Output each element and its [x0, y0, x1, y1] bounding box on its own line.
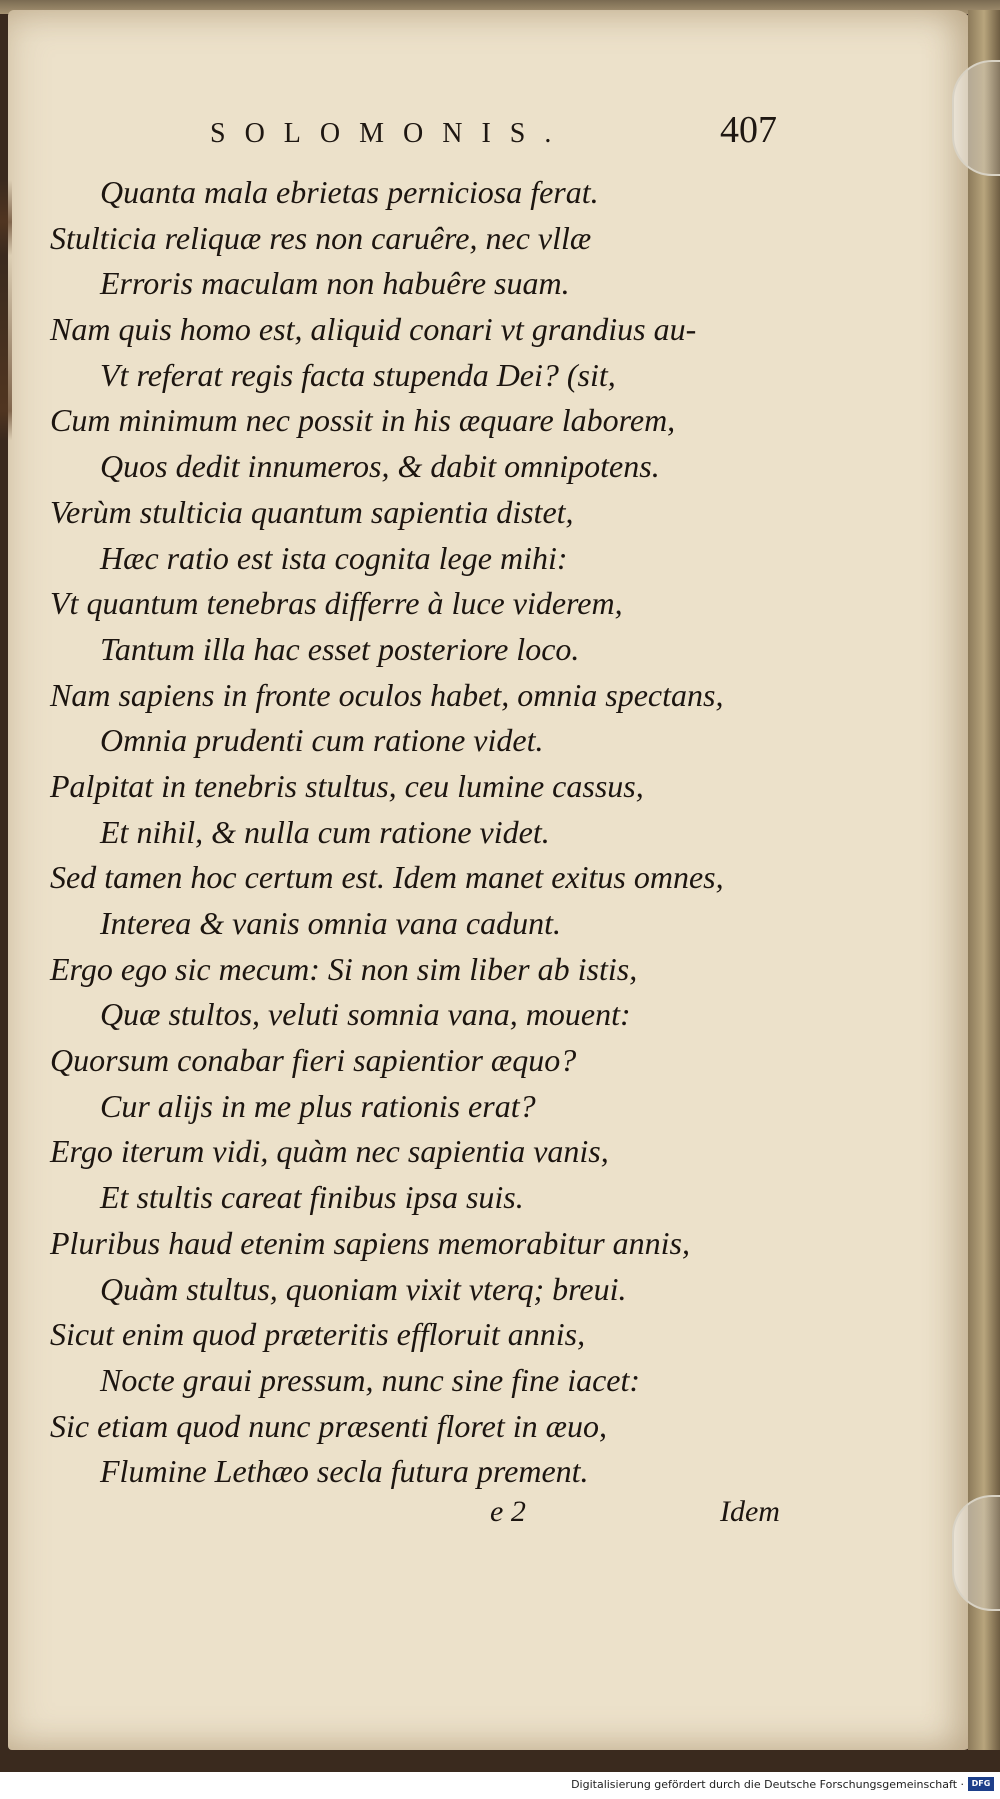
verse-line: Vt referat regis facta stupenda Dei? (sit,: [100, 356, 616, 393]
verse-line: Tantum illa hac esset posteriore loco.: [100, 630, 580, 667]
verse-line: Hæc ratio est ista cognita lege mihi:: [100, 539, 568, 576]
verse-line: Vt quantum tenebras differre à luce viderem,: [50, 585, 623, 622]
verse-line: Interea & vanis omnia vana cadunt.: [100, 905, 561, 941]
signature-mark: e 2: [490, 1495, 526, 1528]
verse-line: Nam quis homo est, aliquid conari vt grandius au-: [50, 311, 697, 348]
verse-line: Nam sapiens in fronte oculos habet, omnia spectans,: [50, 676, 724, 713]
verse-line: Sed tamen hoc certum est. Idem manet exitus omnes,: [50, 859, 724, 896]
verse-text-block: [50, 170, 840, 1495]
verse-line: Quàm stultus, quoniam vixit vterq; breui.: [100, 1270, 627, 1307]
top-clasp-icon: [952, 60, 1000, 176]
page-fore-edge: [968, 10, 1000, 1750]
verse-line: Quos dedit innumeros, & dabit omnipotens.: [100, 448, 660, 485]
verse-line: Cum minimum nec possit in his æquare laborem,: [50, 402, 676, 439]
binding-marks: [0, 180, 12, 600]
running-title: SOLOMONIS.: [210, 118, 571, 149]
verse-line: Erroris maculam non habuêre suam.: [100, 265, 570, 302]
verse-line: Ergo ego sic mecum: Si non sim liber ab istis,: [50, 950, 638, 987]
dfg-logo-icon: DFG: [968, 1777, 994, 1791]
verse-line: Quanta mala ebrietas perniciosa ferat.: [100, 174, 599, 210]
bottom-clasp-icon: [952, 1495, 1000, 1611]
digitization-footer: [0, 1772, 1000, 1799]
verse-line: Et stultis careat finibus ipsa suis.: [100, 1179, 524, 1216]
verse-line: Sicut enim quod præteritis effloruit annis,: [50, 1316, 586, 1353]
verse-line: Pluribus haud etenim sapiens memorabitur annis,: [50, 1224, 690, 1261]
verse-line: Omnia prudenti cum ratione videt.: [100, 722, 544, 759]
verse-line: Et nihil, & nulla cum ratione videt.: [100, 813, 550, 850]
verse-line: Quorsum conabar fieri sapientior æquo?: [50, 1042, 577, 1079]
verse-line: Flumine Lethæo secla futura prement.: [100, 1453, 589, 1490]
verse-line: Stulticia reliquæ res non caruêre, nec vllæ: [50, 219, 592, 256]
verse-line: Palpitat in tenebris stultus, ceu lumine cassus,: [50, 767, 644, 804]
dfg-credit-text: Digitalisierung gefördert durch die Deutsche Forschungsgemeinschaft ·: [571, 1778, 964, 1791]
verse-line: Quæ stultos, veluti somnia vana, mouent:: [100, 996, 631, 1033]
verse-line: Ergo iterum vidi, quàm nec sapientia vanis,: [50, 1133, 609, 1170]
verse-line: Verùm stulticia quantum sapientia distet,: [50, 493, 574, 530]
verse-line: Nocte graui pressum, nunc sine fine iacet:: [100, 1361, 641, 1398]
verse-line: Cur alijs in me plus rationis erat?: [100, 1087, 536, 1124]
page-number: 407: [720, 109, 777, 151]
catchword: Idem: [720, 1495, 780, 1528]
verse-line: Sic etiam quod nunc præsenti floret in æuo,: [50, 1407, 607, 1444]
